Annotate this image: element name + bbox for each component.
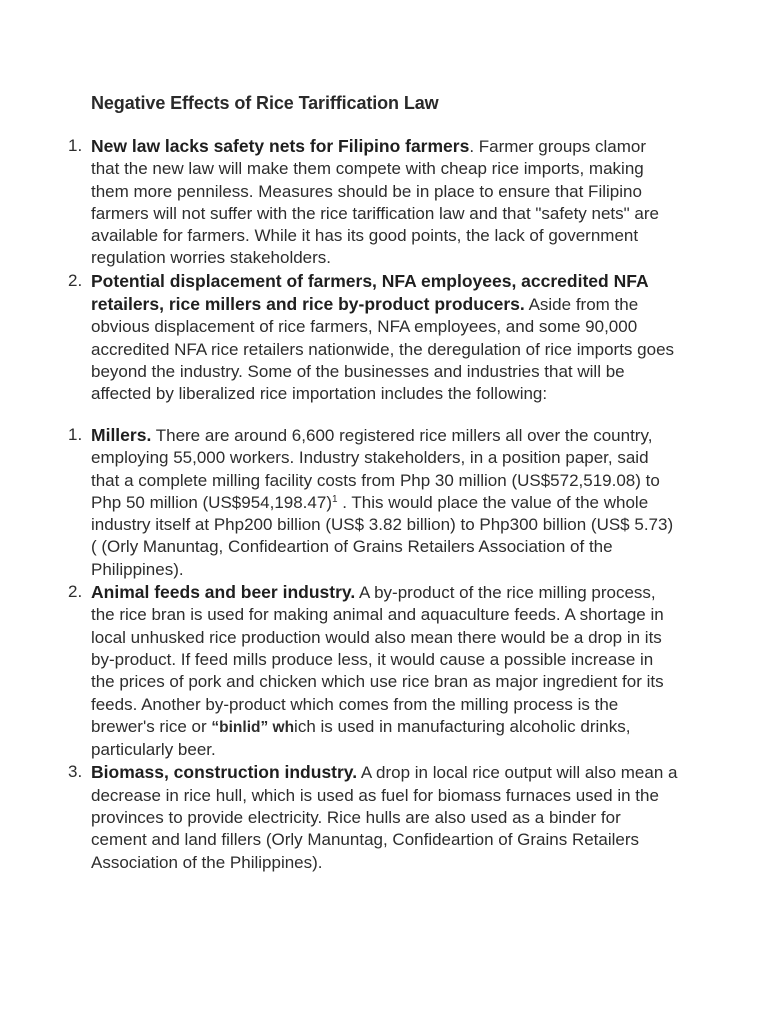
list-item-number: 1. xyxy=(68,136,83,155)
list-item xyxy=(0,761,768,873)
binlid-term: “binlid” wh xyxy=(211,718,295,736)
list-item-number: 3. xyxy=(68,762,83,782)
document-title: Negative Effects of Rice Tariffication Law xyxy=(91,93,439,113)
list-item xyxy=(0,135,768,270)
list-item-heading: Animal feeds and beer industry. xyxy=(91,582,356,603)
list-item-text: . This would place the value of the whole industry itself at Php200 billion (US$ 3.82 billion) to Php300 billion (US$ 5.73) ( (Orly Manuntag, Confideartion of Grains Retailers Association of the Philippines). xyxy=(91,492,674,579)
list-item-text: Aside from the obvious displacement of rice farmers, NFA employees, and some 90,000 accredited NFA rice retailers nationwide, the deregulation of rice imports goes beyond the industry. Some of the businesses and industries that will be affected by liberalized rice importation includes the following: xyxy=(91,295,675,404)
list-item-heading: Biomass, construction industry. xyxy=(91,762,358,783)
list-item-heading: New law lacks safety nets for Filipino farmers xyxy=(91,136,470,156)
list-item xyxy=(0,424,768,581)
list-item-number: 1. xyxy=(68,425,83,444)
list-item-text: A by-product of the rice milling process, the rice bran is used for making animal and aquaculture feeds. A shortage in local unhusked rice production would also mean there would be a drop in its by-product. If feed mills produce less, it would cause a possible increase in the prices of pork and chicken which use rice bran as major ingredient for its feeds. Another by-product which comes from the milling process is the brewer's rice or xyxy=(91,583,664,736)
list-item xyxy=(0,581,768,761)
footnote-marker: 1 xyxy=(331,493,338,505)
list-item-text: . Farmer groups clamor that the new law will make them compete with cheap rice imports, making them more penniless. Measures should be in place to ensure that Filipino farmers will not suffer with the rice tariffication law and that "safety nets" are available for farmers. While it has its good points, the lack of government regulation worries stakeholders. xyxy=(91,137,659,268)
list-item-text: There are around 6,600 registered rice millers all over the country, employing 55,000 workers. Industry stakeholders, in a position paper, said that a complete milling facility costs from Php 30 million (US$572,519.08) to Php 50 million (US$954,198.47) xyxy=(91,426,660,512)
affected-industries-list xyxy=(0,424,768,874)
list-item xyxy=(0,270,768,406)
list-item-heading: Millers. xyxy=(91,425,152,445)
list-item-number: 2. xyxy=(68,582,83,602)
effects-list xyxy=(0,135,768,406)
list-item-text: ich is used in manufacturing alcoholic drinks, particularly beer. xyxy=(91,716,631,760)
list-item-text: A drop in local rice output will also mean a decrease in rice hull, which is used as fuel for biomass furnaces used in the provinces to provide electricity. Rice hulls are also used as a binder for cement and land fillers (Orly Manuntag, Confideartion of Grains Retailers Association of the Philippines). xyxy=(91,763,678,872)
list-item-number: 2. xyxy=(68,270,83,290)
list-item-heading: Potential displacement of farmers, NFA employees, accredited NFA retailers, rice millers and rice by-product producers. xyxy=(91,270,648,315)
